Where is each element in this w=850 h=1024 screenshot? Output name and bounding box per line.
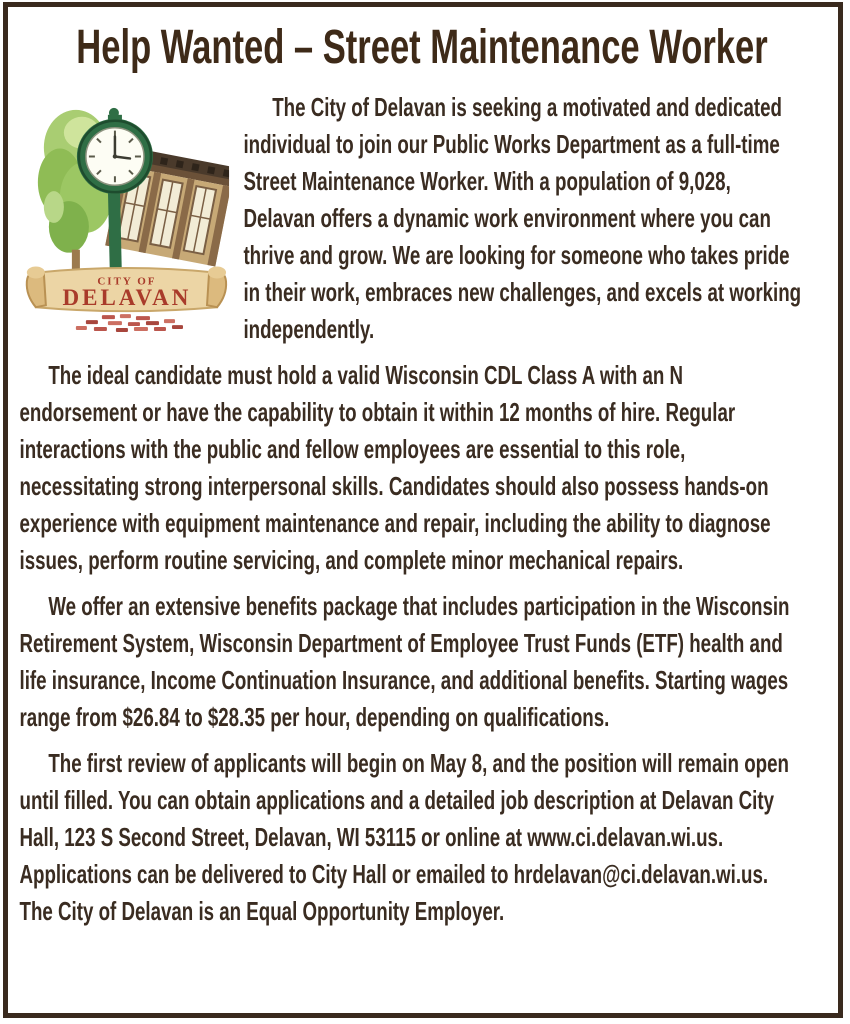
paragraph-intro: The City of Delavan is seeking a motivated and dedicated individual to join our Public Works Department as a full-time Street Maintenance Worker. With a population of 9,028, Delavan offers a dynamic work environment where you can thrive and grow. We are looking for someone who takes pride in their work, embraces new challenges, and excels at working independently. — [243, 92, 802, 344]
banner-delavan-text: DELAVAN — [62, 285, 192, 311]
ad-headline: Help Wanted – Street Maintenance Worker — [76, 21, 768, 74]
city-of-delavan-logo — [24, 93, 229, 333]
banner-city-of-text: CITY OF — [97, 275, 157, 288]
paragraph-benefits: We offer an extensive benefits package that includes participation in the Wisconsin Retirement System, Wisconsin Department of Employee Trust Funds (ETF) health and life insurance, Income Continuation Insurance, and additional benefits. Starting wages range from $26.84 to $28.35 per hour, depending on qualifications. — [19, 591, 790, 732]
paragraph-qualifications: The ideal candidate must hold a valid Wisconsin CDL Class A with an N endorsement or have the capability to obtain it within 12 months of hire. Regular interactions with the public and fellow employees are essential to this role, necessitating strong interpersonal skills. Candidates should also possess hands-on experience with equipment maintenance and repair, including the ability to diagnose issues, perform routine servicing, and complete minor mechanical repairs. — [19, 360, 771, 575]
paragraph-application: The first review of applicants will begin on May 8, and the position will remain open until filled. You can obtain applications and a detailed job description at Delavan City Hall, 123 S Second Street, Delavan, WI 53115 or online at www.ci.delavan.wi.us. Applications can be delivered to City Hall or emailed to hrdelavan@ci.delavan.wi.us. The City of Delavan is an Equal Opportunity Employer. — [19, 748, 789, 926]
city-of-delavan-logo-illustration — [24, 93, 229, 333]
ad-border-frame — [3, 2, 843, 1018]
ad-content — [8, 7, 824, 930]
banner-scroll — [27, 267, 226, 312]
brick-path — [76, 314, 183, 332]
